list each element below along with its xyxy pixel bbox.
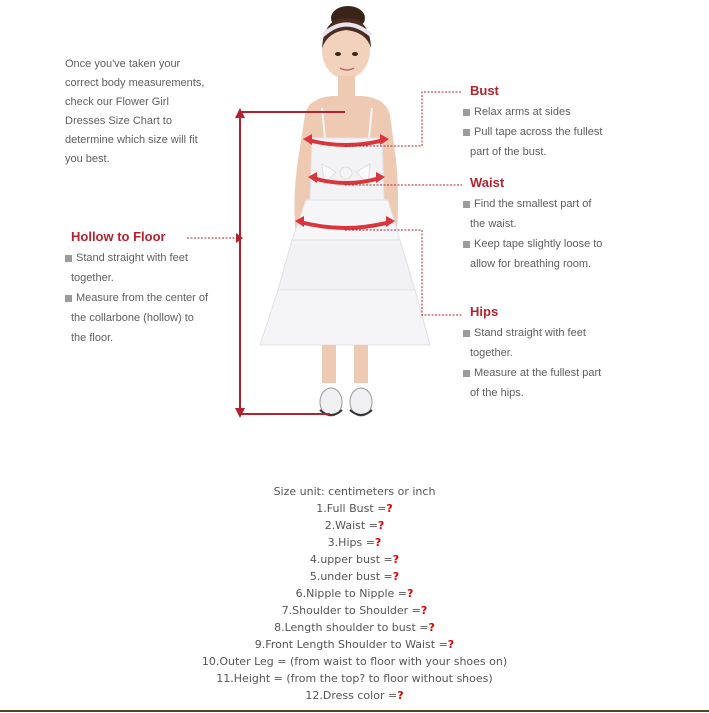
- hollow-to-floor-heading: Hollow to Floor: [71, 229, 166, 244]
- square-bullet-icon: [463, 370, 470, 377]
- size-item-label: 8.Length shoulder to bust =: [274, 621, 429, 634]
- question-mark: ?: [374, 536, 382, 549]
- size-items: [0, 500, 709, 704]
- question-mark: ?: [428, 621, 435, 634]
- question-mark: ?: [377, 519, 385, 532]
- square-bullet-icon: [463, 201, 470, 208]
- question-mark: ?: [447, 638, 455, 651]
- bullet-text: Measure from the center of: [76, 292, 209, 304]
- size-item: [0, 653, 709, 670]
- bullet-text: Stand straight with feet: [76, 252, 188, 264]
- question-mark: ?: [392, 553, 400, 566]
- bullet-item: [463, 363, 601, 383]
- size-item-label: 3.Hips =: [327, 536, 375, 549]
- size-item: [0, 534, 709, 551]
- size-item-label: 10.Outer Leg = (from waist to floor with your shoes on): [201, 655, 508, 668]
- waist-bullet-list: [470, 194, 602, 274]
- bottom-rule: [0, 710, 709, 712]
- size-item-label: 12.Dress color =: [305, 689, 398, 702]
- bullet-item: [65, 288, 208, 308]
- size-item-label: 11.Height = (from the top? to floor without shoes): [216, 672, 493, 685]
- girl-illustration: [260, 6, 430, 416]
- square-bullet-icon: [463, 330, 470, 337]
- bullet-item: [463, 323, 601, 343]
- question-mark: ?: [386, 502, 393, 515]
- waist-section: [470, 175, 602, 274]
- size-item: [0, 551, 709, 568]
- size-item-label: 5.under bust =: [309, 570, 393, 583]
- hips-section: [470, 304, 601, 403]
- question-mark: ?: [397, 689, 404, 702]
- size-item: [0, 687, 709, 704]
- square-bullet-icon: [463, 129, 470, 136]
- bullet-item: [463, 102, 602, 122]
- bullet-text: Relax arms at sides: [474, 106, 571, 118]
- size-item: [0, 619, 709, 636]
- size-item-label: 1.Full Bust =: [316, 502, 387, 515]
- intro-line: Dresses Size Chart to: [65, 115, 172, 127]
- intro-line: determine which size will fit: [65, 134, 198, 146]
- bullet-text: together.: [71, 272, 114, 284]
- square-bullet-icon: [65, 295, 72, 302]
- bullet-text: the waist.: [470, 218, 517, 230]
- size-item-label: 6.Nipple to Nipple =: [295, 587, 407, 600]
- bullet-text: Stand straight with feet: [474, 327, 586, 339]
- intro-line: you best.: [65, 153, 110, 165]
- bullet-item: [463, 122, 602, 142]
- size-item: [0, 500, 709, 517]
- bust-bullet-list: [470, 102, 602, 162]
- intro-line: check our Flower Girl: [65, 96, 169, 108]
- bullet-item: [463, 234, 602, 254]
- hollow-bullet-list: [71, 248, 208, 348]
- bullet-text: together.: [470, 347, 513, 359]
- size-item: [0, 585, 709, 602]
- bullet-text: allow for breathing room.: [470, 258, 592, 270]
- bullet-text: of the hips.: [470, 387, 524, 399]
- bullet-item: [65, 248, 208, 268]
- bullet-text: Pull tape across the fullest: [474, 126, 603, 138]
- question-mark: ?: [392, 570, 400, 583]
- size-item-label: 7.Shoulder to Shoulder =: [281, 604, 421, 617]
- bust-heading: Bust: [470, 83, 499, 98]
- size-item: [0, 568, 709, 585]
- bullet-item: [463, 194, 602, 214]
- bullet-text: Find the smallest part of: [474, 198, 592, 210]
- size-item: [0, 602, 709, 619]
- bust-section: [470, 83, 602, 162]
- bullet-text: Measure at the fullest part: [474, 367, 602, 379]
- square-bullet-icon: [463, 109, 470, 116]
- waist-heading: Waist: [470, 175, 505, 190]
- question-mark: ?: [420, 604, 428, 617]
- size-item-label: 2.Waist =: [324, 519, 378, 532]
- size-item: [0, 636, 709, 653]
- bullet-text: the collarbone (hollow) to: [71, 312, 194, 324]
- bullet-text: part of the bust.: [470, 146, 547, 158]
- bullet-text: Keep tape slightly loose to: [474, 238, 603, 250]
- intro-line: correct body measurements,: [65, 77, 205, 89]
- size-item: [0, 517, 709, 534]
- hollow-to-floor-section: [71, 229, 208, 348]
- square-bullet-icon: [65, 255, 72, 262]
- question-mark: ?: [407, 587, 414, 600]
- size-unit-line: Size unit: centimeters or inch: [273, 485, 436, 498]
- square-bullet-icon: [463, 241, 470, 248]
- size-item-label: 9.Front Length Shoulder to Waist =: [254, 638, 448, 651]
- hips-bullet-list: [470, 323, 601, 403]
- hips-heading: Hips: [470, 304, 499, 319]
- size-info-list: [0, 483, 709, 704]
- intro-line: Once you've taken your: [65, 58, 181, 70]
- size-item: [0, 670, 709, 687]
- size-item-label: 4.upper bust =: [309, 553, 393, 566]
- bullet-text: the floor.: [71, 332, 114, 344]
